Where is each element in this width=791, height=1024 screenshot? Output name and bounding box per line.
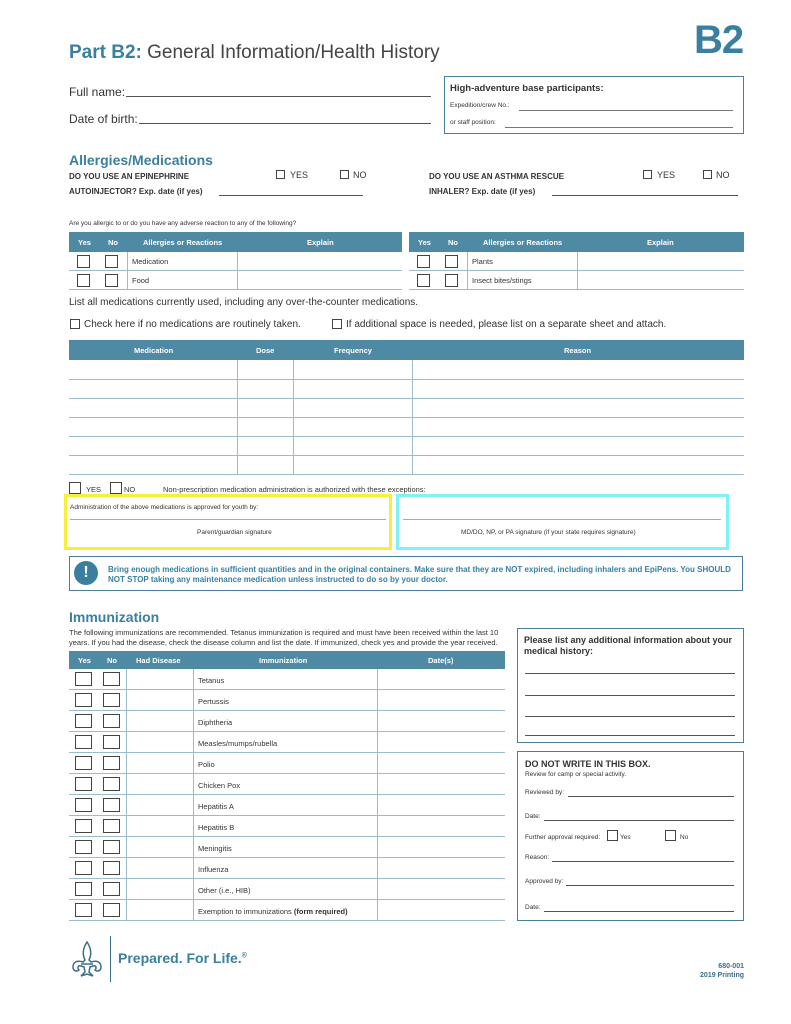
asthma-question-2: INHALER? Exp. date (if yes) <box>429 187 536 196</box>
immunization-row <box>69 753 505 774</box>
col-reason: Reason <box>564 346 592 355</box>
expedition-field[interactable] <box>519 110 733 111</box>
further-no-checkbox[interactable] <box>665 830 676 841</box>
no-medications-label: Check here if no medications are routinely taken. <box>84 319 301 330</box>
col-had-disease: Had Disease <box>136 656 181 665</box>
immunization-row <box>69 774 505 795</box>
reason-label: Reason: <box>525 854 550 861</box>
immunization-name: Polio <box>198 760 215 769</box>
immunization-row <box>69 711 505 732</box>
allergy-table-left-header <box>69 232 402 252</box>
immunization-no-checkbox[interactable] <box>103 819 120 833</box>
immunization-yes-checkbox[interactable] <box>75 693 92 707</box>
notice-text: Bring enough medications in sufficient quantities and in the original containers. Make sure that they are NOT expired, including inhalers and EpiPens. You SHOULD NOT STOP taking any maintenance medication unless instructed to do so by your doctor. <box>108 565 731 584</box>
parent-signature-box[interactable] <box>64 494 392 550</box>
immunization-name: Hepatitis A <box>198 802 234 811</box>
immunization-name: Tetanus <box>198 676 225 685</box>
allergy-food: Food <box>132 276 150 285</box>
immunization-no-checkbox[interactable] <box>103 735 120 749</box>
immunization-no-checkbox[interactable] <box>103 672 120 686</box>
immunization-no-checkbox[interactable] <box>103 756 120 770</box>
immunization-no-checkbox[interactable] <box>103 777 120 791</box>
exceptions-text: Non-prescription medication administration is authorized with these exceptions: <box>163 485 426 494</box>
further-yes-label: Yes <box>620 834 631 841</box>
immunization-no-checkbox[interactable] <box>103 798 120 812</box>
md-signature-box[interactable] <box>396 494 729 550</box>
staff-label: or staff position: <box>450 119 496 126</box>
office-use-box <box>517 751 744 921</box>
immunization-yes-checkbox[interactable] <box>75 903 92 917</box>
notice-box <box>69 556 743 591</box>
parent-signature-label: Parent/guardian signature <box>197 529 272 536</box>
md-signature-label: MD/DO, NP, or PA signature (if your state requires signature) <box>461 529 636 536</box>
approved-text: Administration of the above medications is approved for youth by: <box>70 504 259 511</box>
allergies-heading: Allergies/Medications <box>69 152 213 168</box>
high-adventure-title: High-adventure base participants: <box>450 83 604 94</box>
expedition-label: Expedition/crew No.: <box>450 102 510 109</box>
immunization-name: Chicken Pox <box>198 781 241 790</box>
immunization-yes-checkbox[interactable] <box>75 777 92 791</box>
col-frequency: Frequency <box>334 346 372 355</box>
allergy-insect: Insect bites/stings <box>472 276 532 285</box>
high-adventure-box <box>444 76 744 134</box>
asthma-yes-label: YES <box>657 170 676 180</box>
immunization-row <box>69 795 505 816</box>
col-explain: Explain <box>307 238 334 247</box>
asthma-question-1: DO YOU USE AN ASTHMA RESCUE <box>429 172 564 181</box>
epi-no-label: NO <box>353 170 367 180</box>
immunization-yes-checkbox[interactable] <box>75 840 92 854</box>
immunization-yes-checkbox[interactable] <box>75 861 92 875</box>
col-no: No <box>108 238 118 247</box>
reviewed-by-label: Reviewed by: <box>525 789 565 796</box>
insect-no-checkbox[interactable] <box>445 274 458 287</box>
immunization-row <box>69 837 505 858</box>
form-code: B2 <box>694 18 744 62</box>
col-no: No <box>448 238 458 247</box>
col-allergies: Allergies or Reactions <box>483 238 563 247</box>
motto: Prepared. For Life.® <box>118 950 247 966</box>
insect-yes-checkbox[interactable] <box>417 274 430 287</box>
immunization-exemption: Exemption to immunizations (form required) <box>198 907 348 916</box>
immunization-name: Pertussis <box>198 697 229 706</box>
medications-table-header <box>69 340 744 360</box>
epi-no-checkbox[interactable] <box>340 170 349 179</box>
immunization-name: Influenza <box>198 865 229 874</box>
additional-space-checkbox[interactable] <box>332 319 342 329</box>
further-yes-checkbox[interactable] <box>607 830 618 841</box>
epi-yes-label: YES <box>290 170 309 180</box>
asthma-yes-checkbox[interactable] <box>643 170 652 179</box>
immunization-yes-checkbox[interactable] <box>75 672 92 686</box>
immunization-name: Measles/mumps/rubella <box>198 739 278 748</box>
immunization-no-checkbox[interactable] <box>103 693 120 707</box>
nonprescription-no-label: NO <box>124 485 136 494</box>
dob-field[interactable] <box>139 123 431 124</box>
additional-info-title: Please list any additional information about your medical history: <box>524 635 733 656</box>
immunization-yes-checkbox[interactable] <box>75 798 92 812</box>
immunization-no-checkbox[interactable] <box>103 840 120 854</box>
immunization-no-checkbox[interactable] <box>103 714 120 728</box>
fleur-de-lis-logo <box>69 940 105 980</box>
col-explain: Explain <box>647 238 674 247</box>
immunization-yes-checkbox[interactable] <box>75 819 92 833</box>
footer-divider <box>110 936 111 982</box>
allergy-medication: Medication <box>132 257 169 266</box>
epi-yes-checkbox[interactable] <box>276 170 285 179</box>
col-no: No <box>107 656 117 665</box>
immunization-row <box>69 816 505 837</box>
immunization-yes-checkbox[interactable] <box>75 756 92 770</box>
further-no-label: No <box>680 834 689 841</box>
alert-icon: ! <box>74 561 98 585</box>
immunization-row <box>69 732 505 753</box>
date2-label: Date: <box>525 904 541 911</box>
staff-field[interactable] <box>505 127 733 128</box>
immunization-table <box>69 669 505 921</box>
immunization-name: Other (i.e., HIB) <box>198 886 251 895</box>
immunization-name: Hepatitis B <box>198 823 235 832</box>
allergy-plants: Plants <box>472 257 493 266</box>
full-name-label: Full name: <box>69 85 126 99</box>
further-approval-label: Further approval required: <box>525 834 601 841</box>
office-title: DO NOT WRITE IN THIS BOX. <box>525 759 651 769</box>
food-yes-checkbox[interactable] <box>77 274 90 287</box>
plants-no-checkbox[interactable] <box>445 255 458 268</box>
immunization-intro: The following immunizations are recommended. Tetanus immunization is required and must have been received within the last 10 years. If you had the disease, check the disease column and list the date. If immunized, check yes and provide the year received. <box>69 628 499 647</box>
dob-label: Date of birth: <box>69 112 138 126</box>
full-name-field[interactable] <box>126 96 431 97</box>
medication-no-checkbox[interactable] <box>105 255 118 268</box>
immunization-no-checkbox[interactable] <box>103 903 120 917</box>
col-yes: Yes <box>418 238 431 247</box>
immunization-heading: Immunization <box>69 609 160 625</box>
col-medication: Medication <box>134 346 174 355</box>
page-title: Part B2: General Information/Health History <box>69 42 440 63</box>
col-dose: Dose <box>256 346 275 355</box>
immunization-yes-checkbox[interactable] <box>75 735 92 749</box>
nonprescription-yes-label: YES <box>86 485 102 494</box>
medication-yes-checkbox[interactable] <box>77 255 90 268</box>
allergy-table-left <box>69 252 402 290</box>
immunization-row <box>69 858 505 879</box>
nonprescription-no-checkbox[interactable] <box>110 482 122 494</box>
immunization-table-header <box>69 651 505 669</box>
asthma-no-checkbox[interactable] <box>703 170 712 179</box>
col-dates: Date(s) <box>428 656 454 665</box>
office-subtitle: Review for camp or special activity. <box>525 771 627 778</box>
asthma-date-field[interactable] <box>552 195 738 196</box>
col-allergies: Allergies or Reactions <box>143 238 223 247</box>
nonprescription-yes-checkbox[interactable] <box>69 482 81 494</box>
additional-space-label: If additional space is needed, please list on a separate sheet and attach. <box>346 319 667 330</box>
immunization-row <box>69 669 505 690</box>
immunization-yes-checkbox[interactable] <box>75 714 92 728</box>
immunization-row <box>69 879 505 900</box>
immunization-row <box>69 690 505 711</box>
allergy-table-right-header <box>409 232 744 252</box>
col-yes: Yes <box>78 238 91 247</box>
immunization-row <box>69 900 505 921</box>
immunization-no-checkbox[interactable] <box>103 861 120 875</box>
col-yes: Yes <box>78 656 91 665</box>
form-number: 680-001 2019 Printing <box>700 963 744 979</box>
approved-by-label: Approved by: <box>525 878 564 885</box>
immunization-yes-checkbox[interactable] <box>75 882 92 896</box>
date-label: Date: <box>525 813 541 820</box>
additional-info-box[interactable] <box>517 628 744 743</box>
allergy-question: Are you allergic to or do you have any adverse reaction to any of the following? <box>69 220 297 227</box>
food-no-checkbox[interactable] <box>105 274 118 287</box>
plants-yes-checkbox[interactable] <box>417 255 430 268</box>
medications-table[interactable] <box>69 360 744 475</box>
no-medications-checkbox[interactable] <box>70 319 80 329</box>
medications-instructions: List all medications currently used, including any over-the-counter medications. <box>69 297 419 308</box>
epi-question-1: DO YOU USE AN EPINEPHRINE <box>69 172 190 181</box>
epi-question-2: AUTOINJECTOR? Exp. date (if yes) <box>69 187 203 196</box>
immunization-no-checkbox[interactable] <box>103 882 120 896</box>
immunization-name: Diphtheria <box>198 718 233 727</box>
asthma-no-label: NO <box>716 170 730 180</box>
col-immunization: Immunization <box>259 656 308 665</box>
immunization-name: Meningitis <box>198 844 232 853</box>
allergy-table-right <box>409 252 744 290</box>
epi-date-field[interactable] <box>219 195 363 196</box>
